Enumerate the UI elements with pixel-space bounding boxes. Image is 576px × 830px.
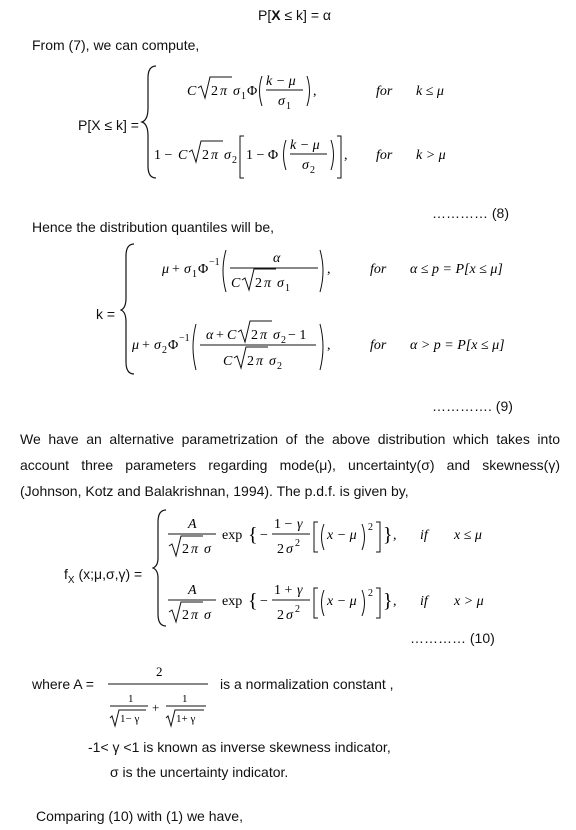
svg-text:σ: σ xyxy=(204,542,211,557)
svg-text:σ: σ xyxy=(184,262,191,277)
svg-text:2: 2 xyxy=(202,148,209,163)
svg-text:1 +: 1 + xyxy=(274,583,293,598)
svg-text:1: 1 xyxy=(128,693,134,705)
svg-text:1 −: 1 − xyxy=(154,148,173,163)
svg-text:π: π xyxy=(256,354,264,369)
equation-10 xyxy=(152,506,542,630)
svg-text:x − μ: x − μ xyxy=(327,594,357,609)
svg-text:2: 2 xyxy=(182,608,189,623)
svg-text:π: π xyxy=(191,608,199,623)
eq8-for-1: for xyxy=(376,84,393,99)
svg-text:σ: σ xyxy=(224,148,231,163)
equation-9 xyxy=(120,240,560,378)
svg-text:1: 1 xyxy=(182,693,188,705)
svg-text:1: 1 xyxy=(286,101,291,112)
eq8-for-2: for xyxy=(376,148,393,163)
svg-text:α: α xyxy=(273,251,281,266)
eq10-cond-2: x > μ xyxy=(454,594,484,609)
svg-text:π: π xyxy=(220,84,228,99)
svg-text:2: 2 xyxy=(277,542,284,557)
svg-text:2: 2 xyxy=(310,165,315,176)
svg-text:σ: σ xyxy=(204,608,211,623)
eq8-number: ………… (8) xyxy=(432,205,509,221)
svg-text:2: 2 xyxy=(182,542,189,557)
svg-text:2: 2 xyxy=(368,588,373,599)
svg-text:− 1: − 1 xyxy=(288,328,307,343)
heading-equation: P[X ≤ k] = α xyxy=(258,7,331,23)
svg-text:σ: σ xyxy=(277,276,284,291)
svg-text:A: A xyxy=(188,517,197,532)
svg-text:C: C xyxy=(223,354,233,369)
svg-text:σ: σ xyxy=(302,158,309,173)
svg-text:{: { xyxy=(248,590,258,612)
svg-text:+: + xyxy=(152,700,160,715)
normalization-constant-formula xyxy=(104,660,214,732)
svg-text:1+ γ: 1+ γ xyxy=(176,713,196,725)
intro-text-2: Hence the distribution quantiles will be, xyxy=(32,219,275,235)
svg-text:1: 1 xyxy=(241,91,246,102)
svg-text:γ: γ xyxy=(297,517,303,532)
svg-text:}: } xyxy=(383,524,393,546)
svg-text:}: } xyxy=(383,590,393,612)
svg-text:σ: σ xyxy=(278,94,285,109)
eq9-cond-2: α > p = P[x ≤ μ] xyxy=(410,338,505,353)
svg-text:,: , xyxy=(327,338,331,353)
eq9-for-1: for xyxy=(370,262,387,277)
svg-text:C: C xyxy=(187,84,197,99)
svg-text:+: + xyxy=(172,262,180,277)
body-paragraph: We have an alternative parametrization of the above distribution which takes into account three parameters regarding mode(μ), uncertainty(σ) and skewness(γ) (Johnson, Kotz and Balakrishnan, 1994). The p.d.f. is given by, xyxy=(20,431,560,499)
svg-text:2: 2 xyxy=(156,664,163,679)
eq8-cond-1: k ≤ μ xyxy=(416,84,444,99)
eq9-cond-1: α ≤ p = P[x ≤ μ] xyxy=(410,262,503,277)
svg-text:2: 2 xyxy=(232,155,237,166)
svg-text:2: 2 xyxy=(255,276,262,291)
svg-text:C: C xyxy=(231,276,241,291)
gamma-note: -1< γ <1 is known as inverse skewness indicator, xyxy=(88,739,391,755)
svg-text:,: , xyxy=(393,528,397,543)
svg-text:1 − Φ: 1 − Φ xyxy=(246,148,279,163)
svg-text:2: 2 xyxy=(251,328,258,343)
eq8-lhs: P[X ≤ k] = xyxy=(78,117,139,133)
svg-text:C: C xyxy=(227,328,237,343)
svg-text:Φ: Φ xyxy=(247,84,258,99)
intro-text-1: From (7), we can compute, xyxy=(32,37,200,53)
svg-text:σ: σ xyxy=(286,608,293,623)
svg-text:2: 2 xyxy=(368,522,373,533)
svg-text:−: − xyxy=(260,594,268,609)
svg-text:2: 2 xyxy=(295,538,300,549)
eq9-number: …………. (9) xyxy=(432,398,513,414)
svg-text:2: 2 xyxy=(247,354,254,369)
svg-text:σ: σ xyxy=(273,328,280,343)
eq9-lhs: k = xyxy=(96,306,116,322)
svg-text:2: 2 xyxy=(281,335,286,346)
svg-text:σ: σ xyxy=(269,354,276,369)
eq8-cond-2: k > μ xyxy=(416,148,446,163)
eq10-if-1: if xyxy=(420,528,428,543)
svg-text:C: C xyxy=(178,148,188,163)
where-a-prefix: where A = xyxy=(32,676,94,692)
svg-text:2: 2 xyxy=(211,84,218,99)
svg-text:π: π xyxy=(264,276,272,291)
eq10-cond-1: x ≤ μ xyxy=(454,528,482,543)
svg-text:k − μ: k − μ xyxy=(290,138,320,153)
svg-text:Φ: Φ xyxy=(168,338,179,353)
eq10-lhs: $f_X$ (x;μ,σ,γ) = xyxy=(64,566,143,586)
svg-text:1: 1 xyxy=(192,269,197,280)
svg-text:μ: μ xyxy=(132,338,140,353)
svg-text:γ: γ xyxy=(297,583,303,598)
svg-text:+: + xyxy=(142,338,150,353)
svg-text:2: 2 xyxy=(277,608,284,623)
eq10-number: ………… (10) xyxy=(410,630,495,646)
svg-text:,: , xyxy=(313,84,317,99)
svg-text:Φ: Φ xyxy=(198,262,209,277)
svg-text:π: π xyxy=(191,542,199,557)
svg-text:exp: exp xyxy=(222,594,243,609)
svg-text:σ: σ xyxy=(233,84,240,99)
svg-text:π: π xyxy=(260,328,268,343)
equation-8 xyxy=(140,60,460,185)
svg-text:−: − xyxy=(260,528,268,543)
sigma-note: σ is the uncertainty indicator. xyxy=(110,764,289,780)
where-a-suffix: is a normalization constant , xyxy=(220,676,394,692)
svg-text:σ: σ xyxy=(154,338,161,353)
svg-text:,: , xyxy=(327,262,331,277)
svg-text:exp: exp xyxy=(222,528,243,543)
eq9-for-2: for xyxy=(370,338,387,353)
svg-text:+: + xyxy=(216,328,224,343)
svg-text:2: 2 xyxy=(162,345,167,356)
svg-text:,: , xyxy=(344,148,348,163)
svg-text:2: 2 xyxy=(295,604,300,615)
svg-text:μ: μ xyxy=(162,262,170,277)
eq10-if-2: if xyxy=(420,594,428,609)
svg-text:π: π xyxy=(211,148,219,163)
svg-text:x − μ: x − μ xyxy=(327,528,357,543)
svg-text:,: , xyxy=(393,594,397,609)
svg-text:k − μ: k − μ xyxy=(266,74,296,89)
svg-text:{: { xyxy=(248,524,258,546)
svg-text:α: α xyxy=(206,328,214,343)
svg-text:2: 2 xyxy=(277,361,282,372)
svg-text:−1: −1 xyxy=(209,257,220,268)
svg-text:σ: σ xyxy=(286,542,293,557)
closing-text: Comparing (10) with (1) we have, xyxy=(36,808,243,824)
svg-text:1: 1 xyxy=(285,283,290,294)
svg-text:1 −: 1 − xyxy=(274,517,293,532)
svg-text:−1: −1 xyxy=(179,333,190,344)
svg-text:1− γ: 1− γ xyxy=(120,713,140,725)
svg-text:A: A xyxy=(188,583,197,598)
